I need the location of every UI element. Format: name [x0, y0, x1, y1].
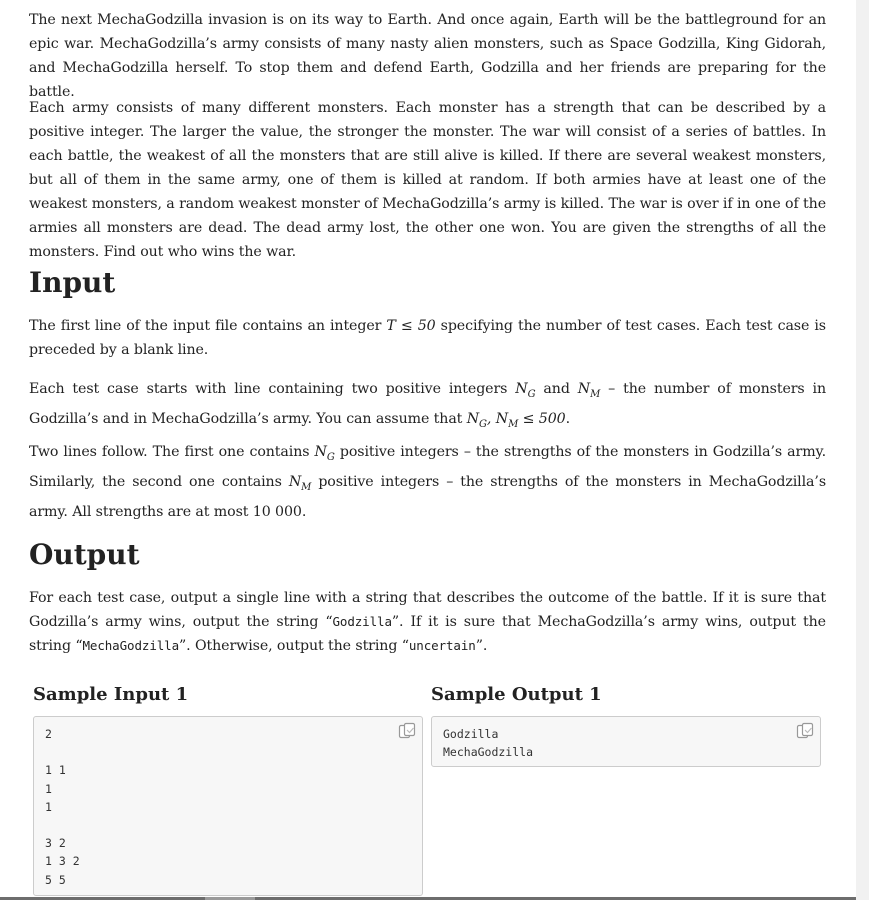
sample-input-title: Sample Input 1: [33, 684, 189, 705]
math-sub: G: [527, 388, 536, 400]
math-base: N: [466, 410, 480, 427]
text: Two lines follow. The first one contains: [29, 444, 315, 460]
text: Each test case starts with line containing two positive integers: [29, 381, 516, 397]
math-base: N: [577, 381, 591, 397]
text: positive integers – the strengths of the monsters in MechaGodzilla’s army. All strengths are at most: [29, 473, 826, 520]
output-heading: Output: [29, 538, 140, 571]
sample-input-box[interactable]: [33, 716, 423, 896]
math-sub: M: [590, 388, 601, 400]
code-uncertain: uncertain: [408, 638, 476, 653]
text: For each test case, output a single line with a string that describes the outcome of the battle. If it is sure that Godzilla’s army wins, output the string “: [29, 590, 826, 630]
text: ”.: [475, 638, 488, 654]
input-paragraph-1: [29, 314, 826, 362]
math-base: N: [515, 381, 528, 397]
output-paragraph: [29, 586, 826, 658]
text: ”. Otherwise, output the string “: [179, 638, 409, 654]
sample-output-title: Sample Output 1: [431, 684, 602, 705]
text: positive integers – the strengths of the monsters in Godzilla’s army. Similarly, the second one contains: [29, 444, 826, 490]
code-godzilla: Godzilla: [332, 614, 392, 629]
math-ng: [314, 444, 335, 463]
input-paragraph-3: [29, 440, 826, 524]
code-mechagodzilla: MechaGodzilla: [82, 638, 180, 653]
text: ”. If it is sure that MechaGodzilla’s army wins, output the string “: [29, 614, 826, 654]
copy-icon[interactable]: [398, 722, 416, 740]
math-max-strength: 10 000: [252, 503, 302, 520]
input-paragraph-2: [29, 377, 826, 437]
math-ng-nm-bound: $N_G$, $N_M \le 500$: [466, 410, 566, 430]
sample-output-box[interactable]: [431, 716, 821, 767]
input-heading: Input: [29, 266, 116, 299]
math-base: N: [495, 410, 509, 427]
text: specifying the number of test cases. Each test case is preceded by a blank line.: [29, 318, 826, 358]
scrollbar[interactable]: [856, 0, 869, 900]
math-sub: G: [479, 418, 487, 430]
text: .: [565, 410, 571, 427]
math-sub: G: [326, 451, 335, 463]
math-sub: M: [301, 481, 312, 493]
sample-input-text[interactable]: 2 1 1 1 1 3 2 1 3 2 5 5: [45, 727, 80, 887]
text: and: [535, 381, 578, 397]
math-nm: [288, 473, 312, 493]
text: .: [301, 503, 307, 520]
text: The first line of the input file contains an integer: [29, 318, 387, 334]
math-tail: ≤ 500: [518, 410, 566, 427]
math-base: N: [288, 473, 302, 490]
math-t-bound: T ≤ 50: [386, 318, 436, 334]
sample-output-text[interactable]: Godzilla MechaGodzilla: [443, 727, 534, 760]
math-base: N: [314, 444, 327, 460]
text: – the number of monsters in Godzilla’s and in MechaGodzilla’s army. You can assume that: [29, 381, 827, 427]
intro-paragraph-1: The next MechaGodzilla invasion is on its way to Earth. And once again, Earth will be the battleground for an epic war. MechaGodzilla’s army consists of many nasty alien monsters, such as Space Godzilla, King Gidorah, and MechaGodzilla herself. To stop them and defend Earth, Godzilla and her friends are preparing for the battle.: [29, 12, 826, 100]
copy-icon[interactable]: [796, 722, 814, 740]
math-sub: M: [508, 418, 519, 430]
math-nm: [577, 381, 601, 400]
intro-paragraph-2: Each army consists of many different monsters. Each monster has a strength that can be described by a positive integer. The larger the value, the stronger the monster. The war will consist of a series of battles. In each battle, the weakest of all the monsters that are still alive is killed. If there are several weakest monsters, but all of them in the same army, one of them is killed at random. If both armies have at least one of the weakest monsters, a random weakest monster of MechaGodzilla’s army is killed. The war is over if in one of the armies all monsters are dead. The dead army lost, the other one won. You are given the strengths of all the monsters. Find out who wins the war.: [29, 100, 826, 260]
math-ng: [515, 381, 536, 400]
